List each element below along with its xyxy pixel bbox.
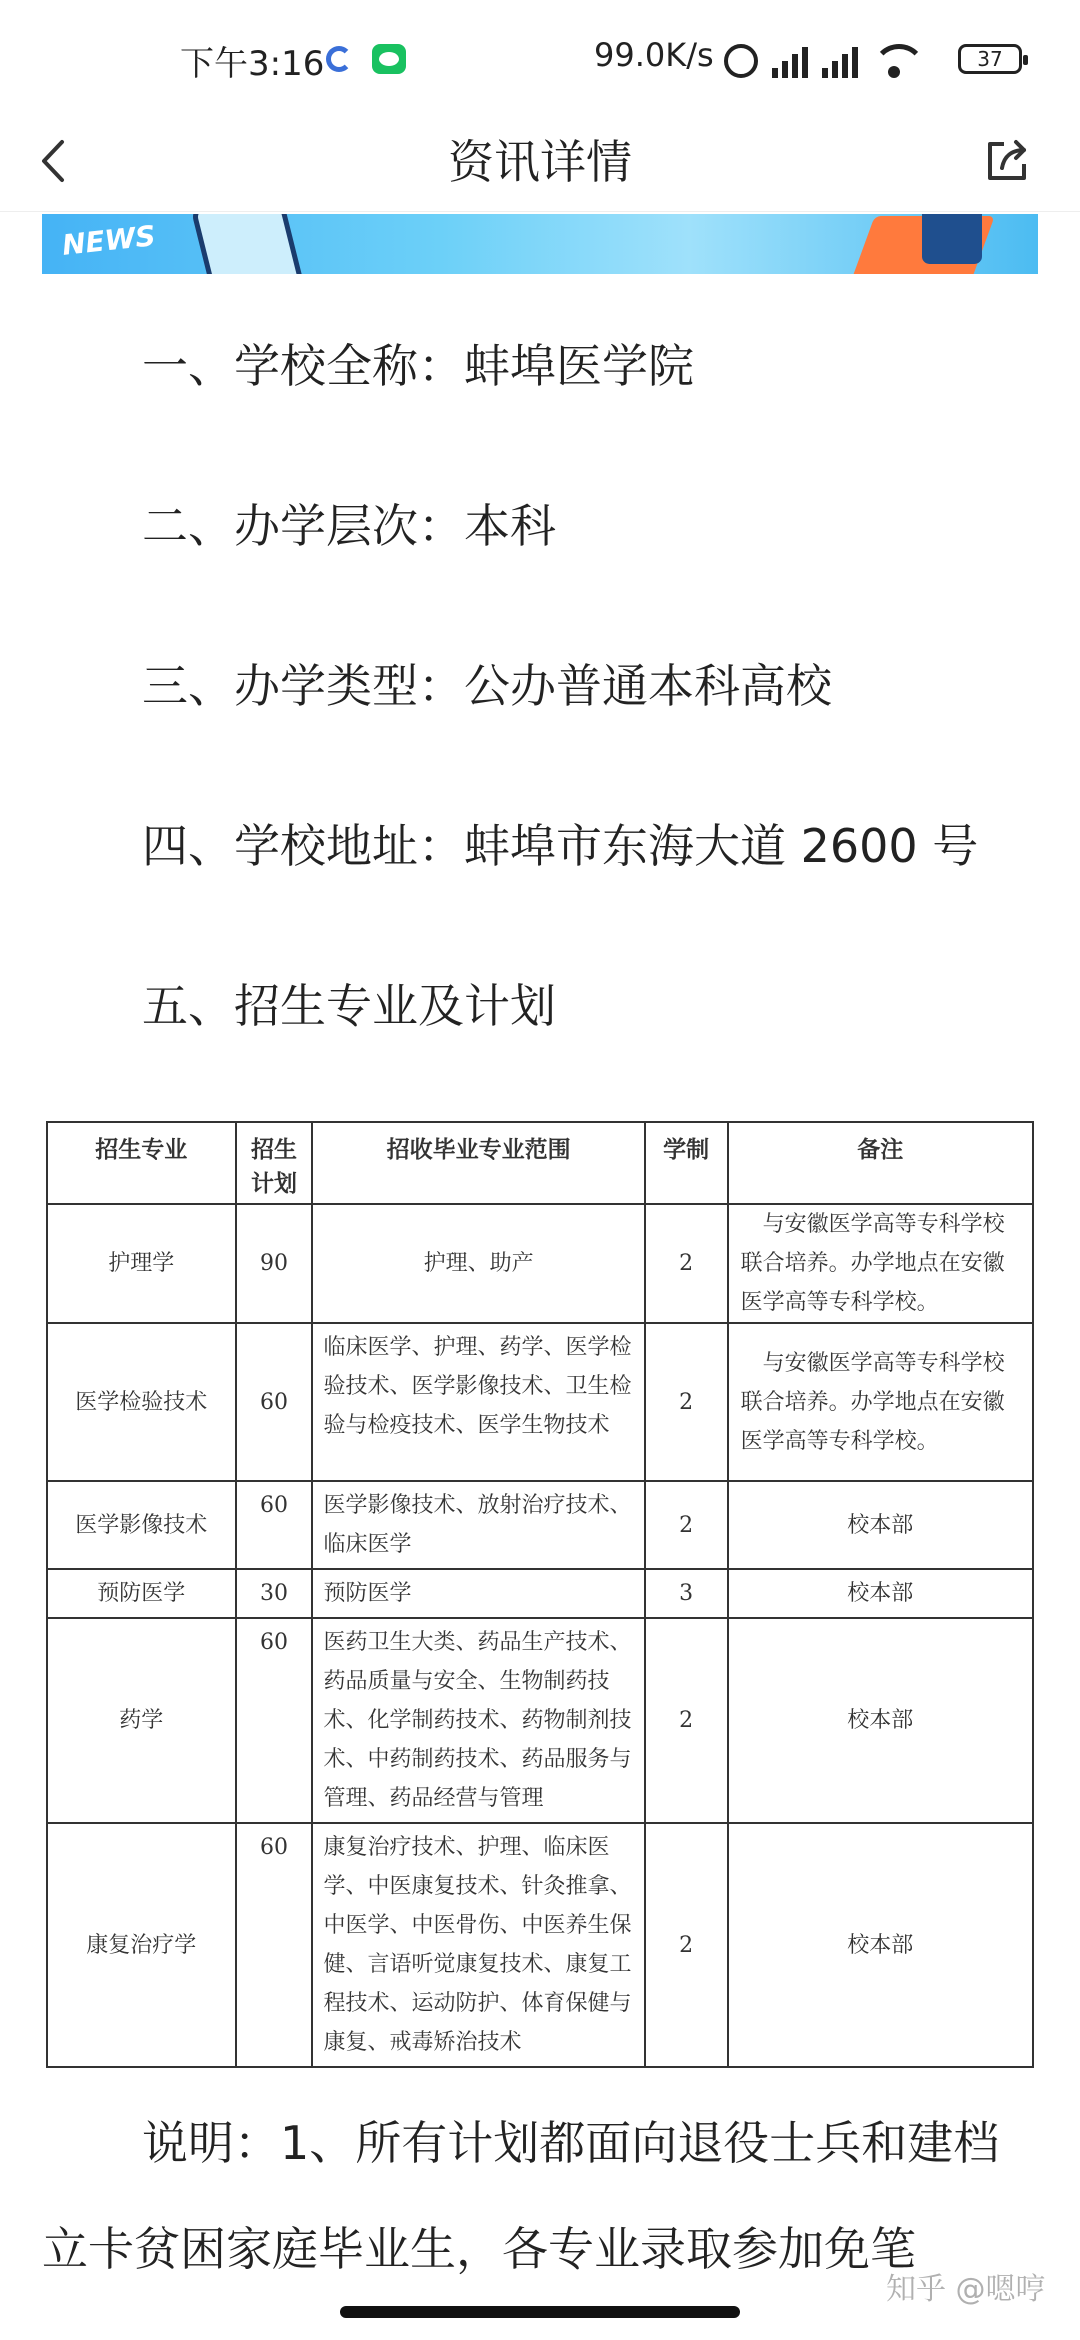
- signal-hd-icon: [772, 46, 808, 78]
- note-paragraph: 说明：1、所有计划都面向退役士兵和建档立卡贫困家庭毕业生，各专业录取参加免笔: [42, 2116, 1000, 2276]
- news-banner-image: [42, 214, 1038, 274]
- heading-school-address: 四、学校地址：蚌埠市东海大道 2600 号: [142, 819, 979, 873]
- heading-enrollment-plan: 五、招生专业及计划: [142, 979, 556, 1033]
- header-major: 招生专业: [47, 1122, 236, 1204]
- status-time: 下午3:16: [180, 44, 325, 84]
- cell-note: 校本部: [728, 1481, 1033, 1569]
- heading-school-name: 一、学校全称：蚌埠医学院: [142, 339, 694, 393]
- share-icon[interactable]: [982, 136, 1032, 186]
- cell-range: 预防医学: [312, 1569, 644, 1618]
- header-plan: 招生 计划: [236, 1122, 313, 1204]
- cell-major: 预防医学: [47, 1569, 236, 1618]
- wechat-notification-icon: [372, 44, 406, 74]
- nav-bar: [0, 112, 1080, 212]
- table-row: [47, 1569, 1033, 1618]
- cell-major: 药学: [47, 1618, 236, 1823]
- battery-icon: 37: [958, 44, 1022, 74]
- cell-major: 医学检验技术: [47, 1323, 236, 1481]
- browser-notification-icon: [326, 46, 352, 72]
- cell-plan: 30: [236, 1569, 313, 1618]
- person-illustration: [922, 214, 982, 264]
- cell-range: 医药卫生大类、药品生产技术、药品质量与安全、生物制药技术、化学制药技术、药物制剂技术、中药制药技术、药品服务与管理、药品经营与管理: [312, 1618, 644, 1823]
- header-range: 招收毕业专业范围: [312, 1122, 644, 1204]
- cell-range: 护理、助产: [312, 1204, 644, 1323]
- banner-news-label: NEWS: [60, 219, 158, 262]
- cell-plan: 90: [236, 1204, 313, 1323]
- cell-plan: 60: [236, 1481, 313, 1569]
- cell-range: 临床医学、护理、药学、医学检验技术、医学影像技术、卫生检验与检疫技术、医学生物技术: [312, 1323, 644, 1481]
- network-speed: 99.0K/s: [594, 36, 714, 74]
- heading-school-type: 三、办学类型：公办普通本科高校: [142, 659, 832, 713]
- table-header-row: [47, 1122, 1033, 1204]
- cell-plan: 60: [236, 1618, 313, 1823]
- cell-years: 3: [645, 1569, 728, 1618]
- page-title: 资讯详情: [448, 135, 632, 189]
- cell-plan: 60: [236, 1823, 313, 2067]
- cell-years: 2: [645, 1323, 728, 1481]
- cell-major: 康复治疗学: [47, 1823, 236, 2067]
- status-bar: [0, 0, 1080, 112]
- phone-illustration: [190, 214, 306, 274]
- cell-range: 医学影像技术、放射治疗技术、临床医学: [312, 1481, 644, 1569]
- table-row: [47, 1481, 1033, 1569]
- table-row: [47, 1823, 1033, 2067]
- cell-note: 与安徽医学高等专科学校联合培养。办学地点在安徽医学高等专科学校。: [728, 1204, 1033, 1323]
- cell-note: 校本部: [728, 1618, 1033, 1823]
- home-indicator[interactable]: [340, 2306, 740, 2318]
- heading-school-level: 二、办学层次：本科: [142, 499, 556, 553]
- zhihu-watermark: 知乎 @嗯哼: [886, 2272, 1046, 2307]
- cell-years: 2: [645, 1204, 728, 1323]
- cell-note: 校本部: [728, 1569, 1033, 1618]
- wifi-icon: [872, 44, 916, 78]
- cell-note: 校本部: [728, 1823, 1033, 2067]
- cell-range: 康复治疗技术、护理、临床医学、中医康复技术、针灸推拿、中医学、中医骨伤、中医养生保健、言语听觉康复技术、康复工程技术、运动防护、体育保健与康复、戒毒矫治技术: [312, 1823, 644, 2067]
- enrollment-plan-table: [46, 1121, 1034, 2068]
- header-note: 备注: [728, 1122, 1033, 1204]
- table-row: [47, 1618, 1033, 1823]
- cell-major: 医学影像技术: [47, 1481, 236, 1569]
- cell-years: 2: [645, 1823, 728, 2067]
- cell-years: 2: [645, 1481, 728, 1569]
- cell-years: 2: [645, 1618, 728, 1823]
- cell-major: 护理学: [47, 1204, 236, 1323]
- table-row: [47, 1204, 1033, 1323]
- cell-plan: 60: [236, 1323, 313, 1481]
- table-row: [47, 1323, 1033, 1481]
- alarm-icon: [724, 44, 758, 78]
- header-years: 学制: [645, 1122, 728, 1204]
- signal-icon: [822, 46, 858, 78]
- cell-note: 与安徽医学高等专科学校联合培养。办学地点在安徽医学高等专科学校。: [728, 1323, 1033, 1481]
